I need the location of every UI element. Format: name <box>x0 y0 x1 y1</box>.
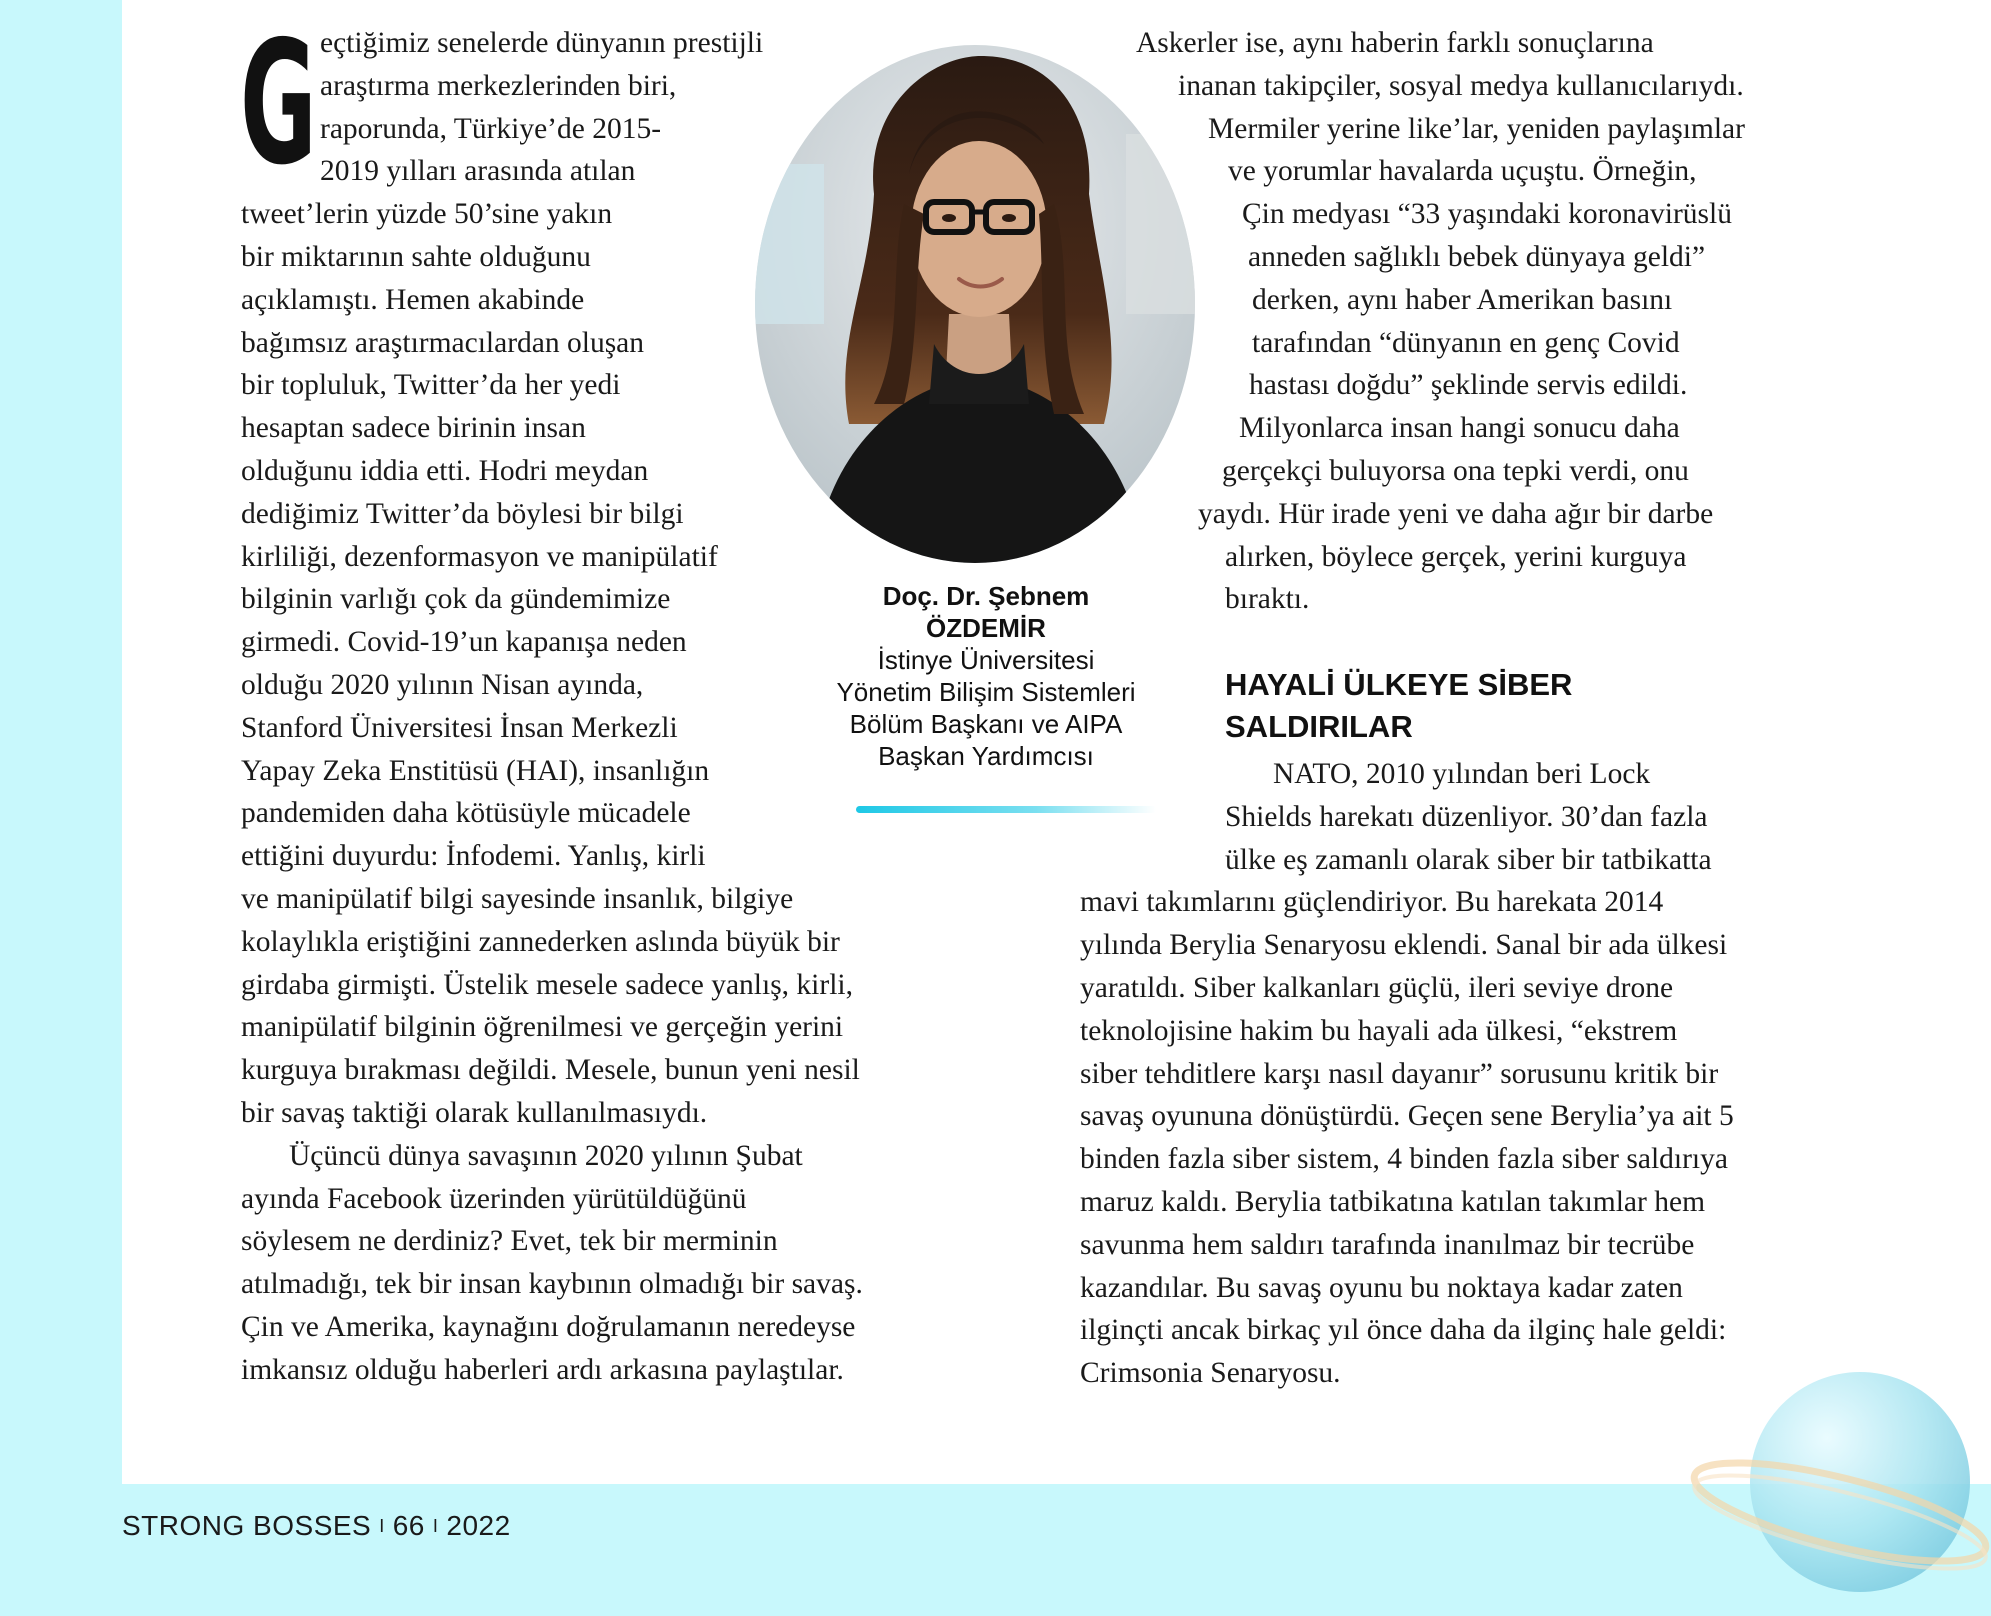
body-line: Yapay Zeka Enstitüsü (HAI), insanlığın <box>241 754 710 787</box>
page-number: 66 <box>392 1510 425 1541</box>
body-line: ayında Facebook üzerinden yürütüldüğünü <box>241 1182 747 1215</box>
body-line: Milyonlarca insan hangi sonucu daha <box>1239 412 1680 445</box>
author-name-line1: Doç. Dr. Şebnem <box>882 581 1090 611</box>
body-line: ilginçti ancak birkaç yıl önce daha da ilginç hale geldi: <box>1080 1314 1727 1347</box>
author-title-line: Yönetim Bilişim Sistemleri <box>836 677 1136 707</box>
body-line: imkansız olduğu haberleri ardı arkasına paylaştılar. <box>241 1353 844 1386</box>
body-line: anneden sağlıklı bebek dünyaya geldi” <box>1248 240 1706 273</box>
body-line: açıklamıştı. Hemen akabinde <box>241 283 585 316</box>
body-line: kurguya bırakması değildi. Mesele, bunun yeni nesil <box>241 1054 860 1087</box>
body-line: Mermiler yerine like’lar, yeniden paylaşımlar <box>1208 112 1745 145</box>
heading-line: HAYALİ ÜLKEYE SİBER <box>1225 667 1573 702</box>
body-line: gerçekçi buluyorsa ona tepki verdi, onu <box>1222 454 1689 487</box>
body-line: söylesem ne derdiniz? Evet, tek bir merminin <box>241 1225 778 1258</box>
body-line: bilginin varlığı çok da gündemimize <box>241 583 671 616</box>
body-line: yaratıldı. Siber kalkanları güçlü, ileri seviye drone <box>1080 971 1674 1004</box>
body-line: raporunda, Türkiye’de 2015- <box>320 112 662 145</box>
body-line: kolaylıkla eriştiğini zannederken aslında büyük bir <box>241 925 840 958</box>
body-line: savaş oyununa dönüştürdü. Geçen sene Berylia’ya ait 5 <box>1080 1100 1734 1133</box>
drop-cap: G <box>240 5 317 203</box>
article-column-right-top <box>0 5 1745 621</box>
body-line: 2019 yılları arasında atılan <box>320 155 636 188</box>
body-line: bağımsız araştırmacılardan oluşan <box>241 326 645 359</box>
body-line: yaydı. Hür irade yeni ve daha ağır bir darbe <box>1198 497 1714 530</box>
body-line: olduğunu iddia etti. Hodri meydan <box>241 454 649 487</box>
body-line: eçtiğimiz senelerde dünyanın prestijli <box>320 27 764 59</box>
body-line: yılında Berylia Senaryosu eklendi. Sanal bir ada ülkesi <box>1080 929 1728 962</box>
body-line: teknolojisine hakim bu hayali ada ülkesi, “ekstrem <box>1080 1014 1678 1047</box>
body-line: bıraktı. <box>1225 583 1310 616</box>
footer-page-info <box>122 1510 511 1542</box>
footer-separator: I <box>379 1516 385 1536</box>
body-line: girmedi. Covid-19’un kapanışa neden <box>241 626 687 659</box>
section-heading <box>1225 664 1572 748</box>
body-line: Shields harekatı düzenliyor. 30’dan fazla <box>1225 800 1708 833</box>
body-line: manipülatif bilginin öğrenilmesi ve gerçeğin yerini <box>241 1011 844 1044</box>
body-line: ettiğini duyurdu: İnfodemi. Yanlış, kirli <box>241 840 706 873</box>
body-line: ve yorumlar havalarda uçuştu. Örneğin, <box>1228 155 1697 188</box>
body-line: bir miktarının sahte olduğunu <box>241 240 591 273</box>
body-line: tweet’lerin yüzde 50’sine yakın <box>241 198 613 231</box>
body-line: kazandılar. Bu savaş oyunu bu noktaya kadar zaten <box>1080 1271 1683 1304</box>
article-column-right-bottom <box>0 753 1734 1395</box>
body-line: inanan takipçiler, sosyal medya kullanıcılarıydı. <box>1178 69 1744 102</box>
body-line: mavi takımlarını güçlendiriyor. Bu harekata 2014 <box>1080 886 1664 919</box>
magazine-name: STRONG BOSSES <box>122 1510 372 1541</box>
body-line: Stanford Üniversitesi İnsan Merkezli <box>241 711 678 744</box>
author-title-line: İstinye Üniversitesi <box>877 645 1095 675</box>
author-name-line2: ÖZDEMİR <box>926 613 1046 643</box>
body-line: Çin medyası “33 yaşındaki koronavirüslü <box>1242 198 1732 231</box>
planet-decoration-icon <box>1690 1372 1991 1616</box>
body-line: bir topluluk, Twitter’da her yedi <box>241 369 621 402</box>
body-line: kirliliği, dezenformasyon ve manipülatif <box>241 540 718 573</box>
body-line: hastası doğdu” şeklinde servis edildi. <box>1249 369 1688 402</box>
heading-line: SALDIRILAR <box>1225 709 1413 744</box>
author-title-line: Başkan Yardımcısı <box>878 741 1094 771</box>
body-line: Çin ve Amerika, kaynağını doğrulamanın neredeyse <box>241 1310 856 1343</box>
author-title-line: Bölüm Başkanı ve AIPA <box>849 709 1123 739</box>
body-line: dediğimiz Twitter’da böylesi bir bilgi <box>241 497 684 530</box>
body-line: tarafından “dünyanın en genç Covid <box>1252 326 1680 359</box>
body-line: siber tehditlere karşı nasıl dayanır” sorusunu kritik bir <box>1080 1057 1719 1090</box>
body-line: Askerler ise, aynı haberin farklı sonuçlarına <box>1136 27 1654 59</box>
body-line: ülke eş zamanlı olarak siber bir tatbikatta <box>1225 843 1712 876</box>
body-line: olduğu 2020 yılının Nisan ayında, <box>241 668 644 701</box>
body-line: girdaba girmişti. Üstelik mesele sadece yanlış, kirli, <box>241 968 853 1001</box>
footer-separator: I <box>432 1516 439 1536</box>
body-line: Üçüncü dünya savaşının 2020 yılının Şubat <box>289 1139 803 1172</box>
body-line: bir savaş taktiği olarak kullanılmasıydı. <box>241 1096 708 1129</box>
body-line: pandemiden daha kötüsüyle mücadele <box>241 797 691 830</box>
issue-year: 2022 <box>446 1510 511 1541</box>
body-line: atılmadığı, tek bir insan kaybının olmadığı bir savaş. <box>241 1268 863 1301</box>
body-line: maruz kaldı. Berylia tatbikatına katılan takımlar hem <box>1080 1185 1706 1218</box>
body-line: Crimsonia Senaryosu. <box>1080 1357 1341 1390</box>
body-line: derken, aynı haber Amerikan basını <box>1252 283 1673 316</box>
body-line: araştırma merkezlerinden biri, <box>320 69 677 102</box>
body-line: alırken, böylece gerçek, yerini kurguya <box>1225 540 1687 573</box>
body-line: binden fazla siber sistem, 4 binden fazla siber saldırıya <box>1080 1143 1728 1176</box>
body-line: ve manipülatif bilgi sayesinde insanlık, bilgiye <box>241 882 794 915</box>
body-line: NATO, 2010 yılından beri Lock <box>1273 758 1651 790</box>
body-line: hesaptan sadece birinin insan <box>241 412 586 445</box>
body-line: savunma hem saldırı tarafında inanılmaz bir tecrübe <box>1080 1228 1695 1261</box>
